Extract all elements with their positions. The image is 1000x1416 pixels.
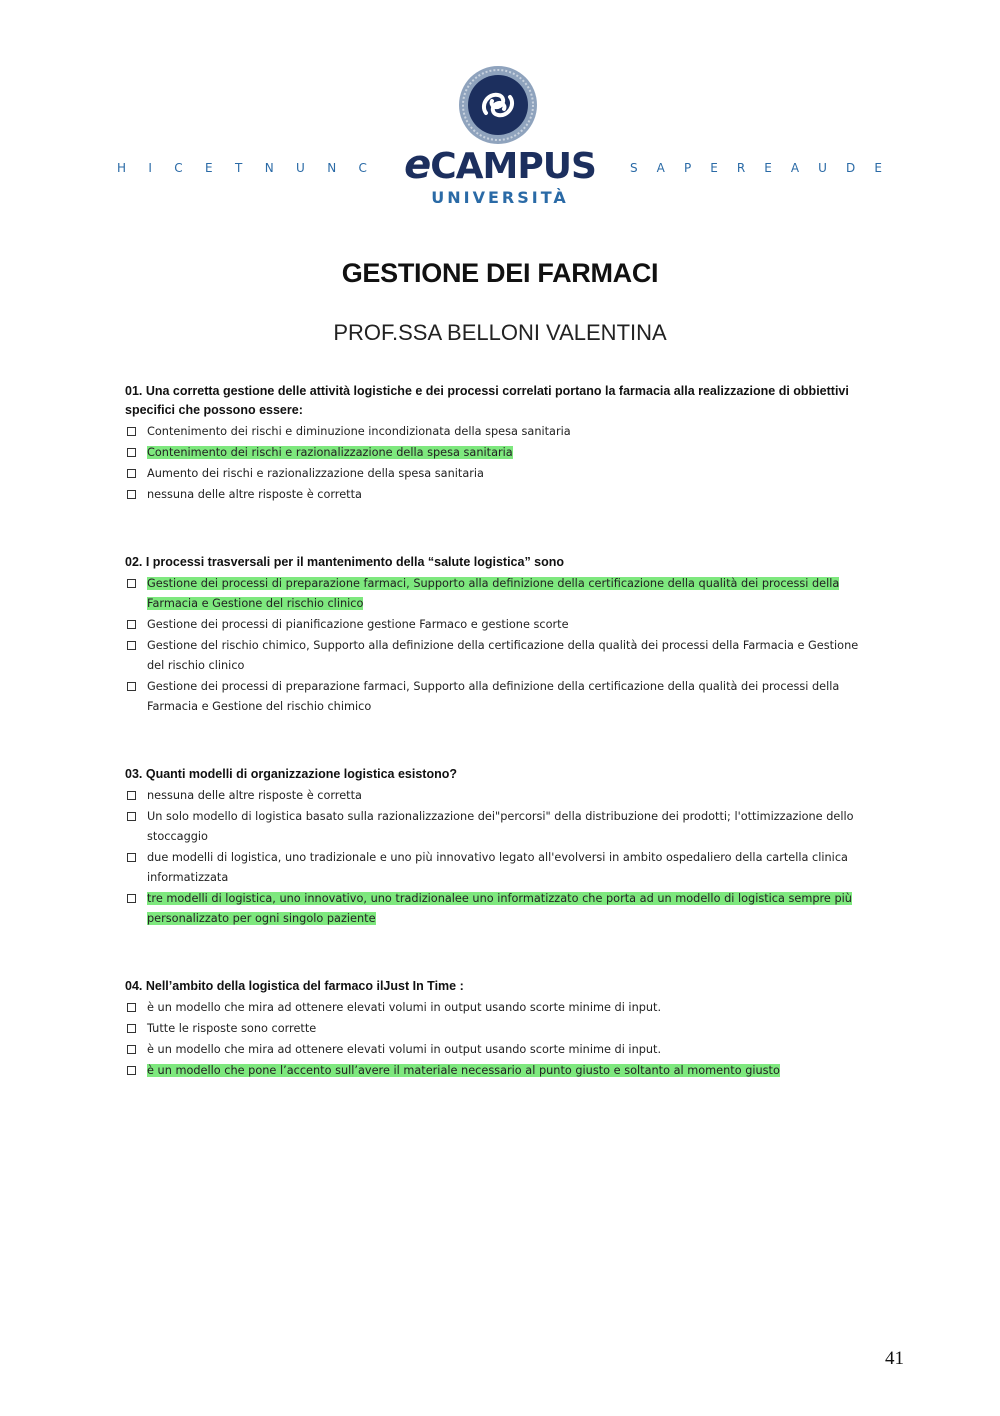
question-text: 02. I processi trasversali per il mantenimento della “salute logistica” sono [125,555,565,569]
answer-text: è un modello che mira ad ottenere elevati volumi in output usando scorte minime di input. [147,1043,662,1056]
motto-letter: T [235,161,243,175]
motto-letter: H [117,161,127,175]
answer-text-highlighted: tre modelli di logistica, uno innovativo, uno tradizionalee uno informatizzato che porta ad un modello di logistica sempre più personalizzato per ogni singolo paziente [147,892,852,925]
answer-option[interactable] [125,848,870,888]
answer-option[interactable] [125,464,870,484]
motto-letter: D [846,161,856,175]
checkbox-icon[interactable] [127,812,136,821]
question-list [125,382,870,1082]
answer-text: è un modello che mira ad ottenere elevati volumi in output usando scorte minime di input. [147,1001,662,1014]
brand-name: CAMPUS [430,146,596,187]
motto-letter: U [818,161,827,175]
motto-letter: E [874,161,882,175]
answer-text: Gestione dei processi di preparazione farmaci, Supporto alla definizione della certificazione della qualità dei processi della Farmacia e Gestione del rischio chimico [147,680,840,713]
checkbox-icon[interactable] [127,620,136,629]
checkbox-icon[interactable] [127,427,136,436]
answer-text-highlighted: Contenimento dei rischi e razionalizzazione della spesa sanitaria [147,446,513,459]
answer-text: nessuna delle altre risposte è corretta [147,488,362,501]
answer-text-highlighted: è un modello che pone l’accento sull’avere il materiale necessario al punto giusto e soltanto al momento giusto [147,1064,780,1077]
motto-letter: U [296,161,305,175]
answer-text: Tutte le risposte sono corrette [147,1022,317,1035]
checkbox-icon[interactable] [127,791,136,800]
page-header [0,0,1000,215]
motto-letter: A [656,161,665,175]
checkbox-icon[interactable] [127,1066,136,1075]
answer-list [125,422,870,505]
checkbox-icon[interactable] [127,469,136,478]
brand-subtitle: UNIVERSITÀ [431,188,569,207]
answer-option[interactable] [125,677,870,717]
answer-option-correct[interactable] [125,1061,870,1081]
answer-text-highlighted: Gestione dei processi di preparazione farmaci, Supporto alla definizione della certificazione della qualità dei processi della Farmacia e Gestione del rischio clinico [147,577,840,610]
motto-letter: E [710,161,718,175]
motto-letter: N [327,161,337,175]
motto-left [117,161,367,175]
motto-letter: P [683,161,692,175]
checkbox-icon[interactable] [127,894,136,903]
motto-letter: C [358,161,367,175]
motto-letter: E [764,161,772,175]
answer-option-correct[interactable] [125,443,870,463]
checkbox-icon[interactable] [127,490,136,499]
answer-text: due modelli di logistica, uno tradizionale e uno più innovativo legato all'evolversi in ambito ospedaliero della cartella clinica informatizzata [147,851,848,884]
question-4 [125,977,870,1081]
university-seal-icon [458,65,538,145]
checkbox-icon[interactable] [127,641,136,650]
checkbox-icon[interactable] [127,682,136,691]
checkbox-icon[interactable] [127,853,136,862]
answer-text: nessuna delle altre risposte è corretta [147,789,362,802]
answer-option[interactable] [125,786,870,806]
brand-logo [400,143,600,187]
answer-option[interactable] [125,636,870,676]
motto-right [630,161,882,175]
page-number: 41 [885,1348,904,1369]
answer-option[interactable] [125,1019,870,1039]
question-3 [125,765,870,929]
answer-text: Aumento dei rischi e razionalizzazione della spesa sanitaria [147,467,484,480]
checkbox-icon[interactable] [127,1045,136,1054]
answer-list [125,998,870,1081]
answer-text: Contenimento dei rischi e diminuzione incondizionata della spesa sanitaria [147,425,571,438]
answer-list [125,786,870,929]
document-subtitle: PROF.SSA BELLONI VALENTINA [333,320,667,345]
answer-option[interactable] [125,807,870,847]
motto-letter: E [205,161,213,175]
answer-list [125,574,870,717]
answer-option-correct[interactable] [125,889,870,929]
question-text: 03. Quanti modelli di organizzazione logistica esistono? [125,767,457,781]
answer-text: Un solo modello di logistica basato sulla razionalizzazione dei"percorsi" della distribuzione dei prodotti; l'ottimizzazione dello stoccaggio [147,810,854,843]
motto-letter: S [630,161,638,175]
question-text: 04. Nell’ambito della logistica del farmaco ilJust In Time : [125,979,464,993]
answer-option[interactable] [125,422,870,442]
answer-text: Gestione dei processi di pianificazione gestione Farmaco e gestione scorte [147,618,569,631]
motto-letter: C [174,161,183,175]
motto-letter: N [264,161,274,175]
motto-letter: I [148,161,152,175]
checkbox-icon[interactable] [127,1003,136,1012]
question-1 [125,382,870,505]
motto-letter: R [736,161,746,175]
answer-text: Gestione del rischio chimico, Supporto alla definizione della certificazione della qualità dei processi della Farmacia e Gestione del rischio clinico [147,639,859,672]
document-title: GESTIONE DEI FARMACI [341,258,659,288]
motto-letter: A [790,161,800,175]
question-text: 01. Una corretta gestione delle attività logistiche e dei processi correlati portano la farmacia alla realizzazione di obbiettivi specifici che possono essere: [125,384,849,417]
answer-option[interactable] [125,615,870,635]
checkbox-icon[interactable] [127,579,136,588]
answer-option[interactable] [125,485,870,505]
checkbox-icon[interactable] [127,448,136,457]
question-2 [125,553,870,717]
brand-e-letter: e [404,142,431,188]
checkbox-icon[interactable] [127,1024,136,1033]
answer-option-correct[interactable] [125,574,870,614]
answer-option[interactable] [125,1040,870,1060]
answer-option[interactable] [125,998,870,1018]
